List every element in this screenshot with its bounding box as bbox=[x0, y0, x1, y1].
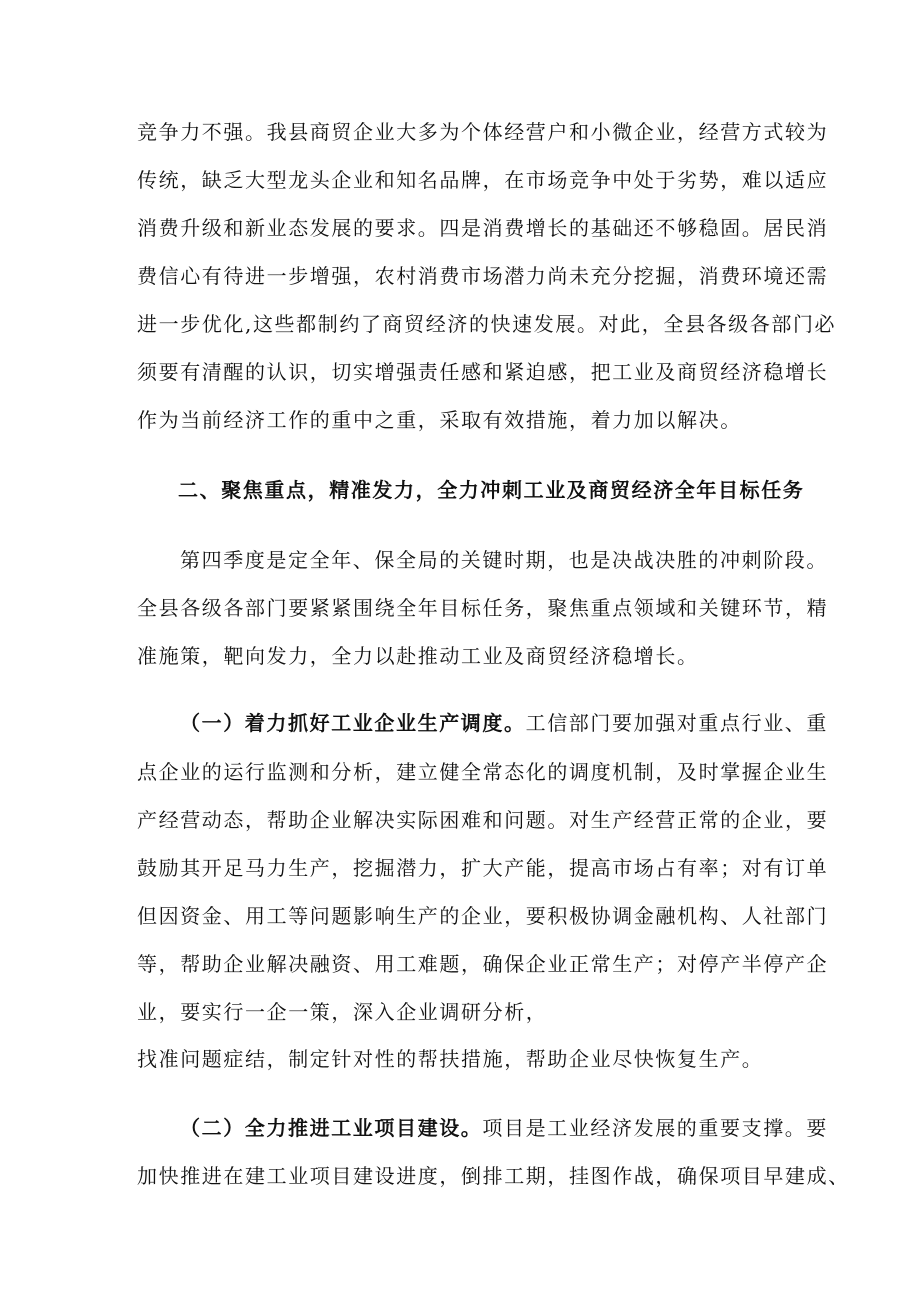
para4-bold-lead: （二）全力推进工业项目建设。 bbox=[180, 1116, 483, 1140]
para3-line-6: 等，帮助企业解决融资、用工难题，确保企业正常生产；对停产半停产企 bbox=[137, 952, 829, 976]
para3-bold-lead: （一）着力抓好工业企业生产调度。 bbox=[180, 711, 526, 735]
para1-line-6: 须要有清醒的认识，切实增强责任感和紧迫感，把工业及商贸经济稳增长 bbox=[137, 360, 829, 384]
para3-line-7: 业，要实行一企一策，深入企业调研分析， bbox=[137, 1000, 548, 1024]
para3-line-3: 产经营动态，帮助企业解决实际困难和问题。对生产经营正常的企业，要 bbox=[137, 808, 829, 832]
para3-line-4: 鼓励其开足马力生产，挖掘潜力，扩大产能，提高市场占有率；对有订单 bbox=[137, 856, 829, 880]
para4-line-2: 加快推进在建工业项目建设进度，倒排工期，挂图作战，确保项目早建成、 bbox=[137, 1164, 850, 1188]
para1-line-4: 费信心有待进一步增强，农村消费市场潜力尚未充分挖掘，消费环境还需 bbox=[137, 264, 829, 288]
para1-line-1: 竞争力不强。我县商贸企业大多为个体经营户和小微企业，经营方式较为 bbox=[137, 120, 829, 144]
para2-line-2: 全县各级各部门要紧紧围绕全年目标任务，聚焦重点领域和关键环节，精 bbox=[137, 596, 829, 620]
para1-line-2: 传统，缺乏大型龙头企业和知名品牌，在市场竞争中处于劣势，难以适应 bbox=[137, 168, 829, 192]
section-heading: 二、聚焦重点，精准发力，全力冲刺工业及商贸经济全年目标任务 bbox=[178, 478, 805, 502]
para3-first-line bbox=[180, 708, 840, 738]
para3-line-8: 找准问题症结，制定针对性的帮扶措施，帮助企业尽快恢复生产。 bbox=[137, 1047, 764, 1071]
para4-first-rest: 项目是工业经济发展的重要支撑。要 bbox=[482, 1116, 829, 1140]
para3-first-rest: 工信部门要加强对重点行业、重 bbox=[525, 711, 829, 735]
para2-line-1: 第四季度是定全年、保全局的关键时期，也是决战决胜的冲刺阶段。 bbox=[180, 548, 828, 572]
para3-line-5: 但因资金、用工等问题影响生产的企业，要积极协调金融机构、人社部门 bbox=[137, 904, 829, 928]
para1-line-7: 作为当前经济工作的重中之重，采取有效措施，着力加以解决。 bbox=[137, 408, 742, 432]
para1-line-5: 进一步优化,这些都制约了商贸经济的快速发展。对此，全县各级各部门必 bbox=[137, 312, 837, 336]
para1-line-3: 消费升级和新业态发展的要求。四是消费增长的基础还不够稳固。居民消 bbox=[137, 216, 829, 240]
para3-line-2: 点企业的运行监测和分析，建立健全常态化的调度机制，及时掌握企业生 bbox=[137, 760, 829, 784]
para2-line-3: 准施策，靶向发力，全力以赴推动工业及商贸经济稳增长。 bbox=[137, 644, 699, 668]
para4-first-line bbox=[180, 1113, 840, 1143]
